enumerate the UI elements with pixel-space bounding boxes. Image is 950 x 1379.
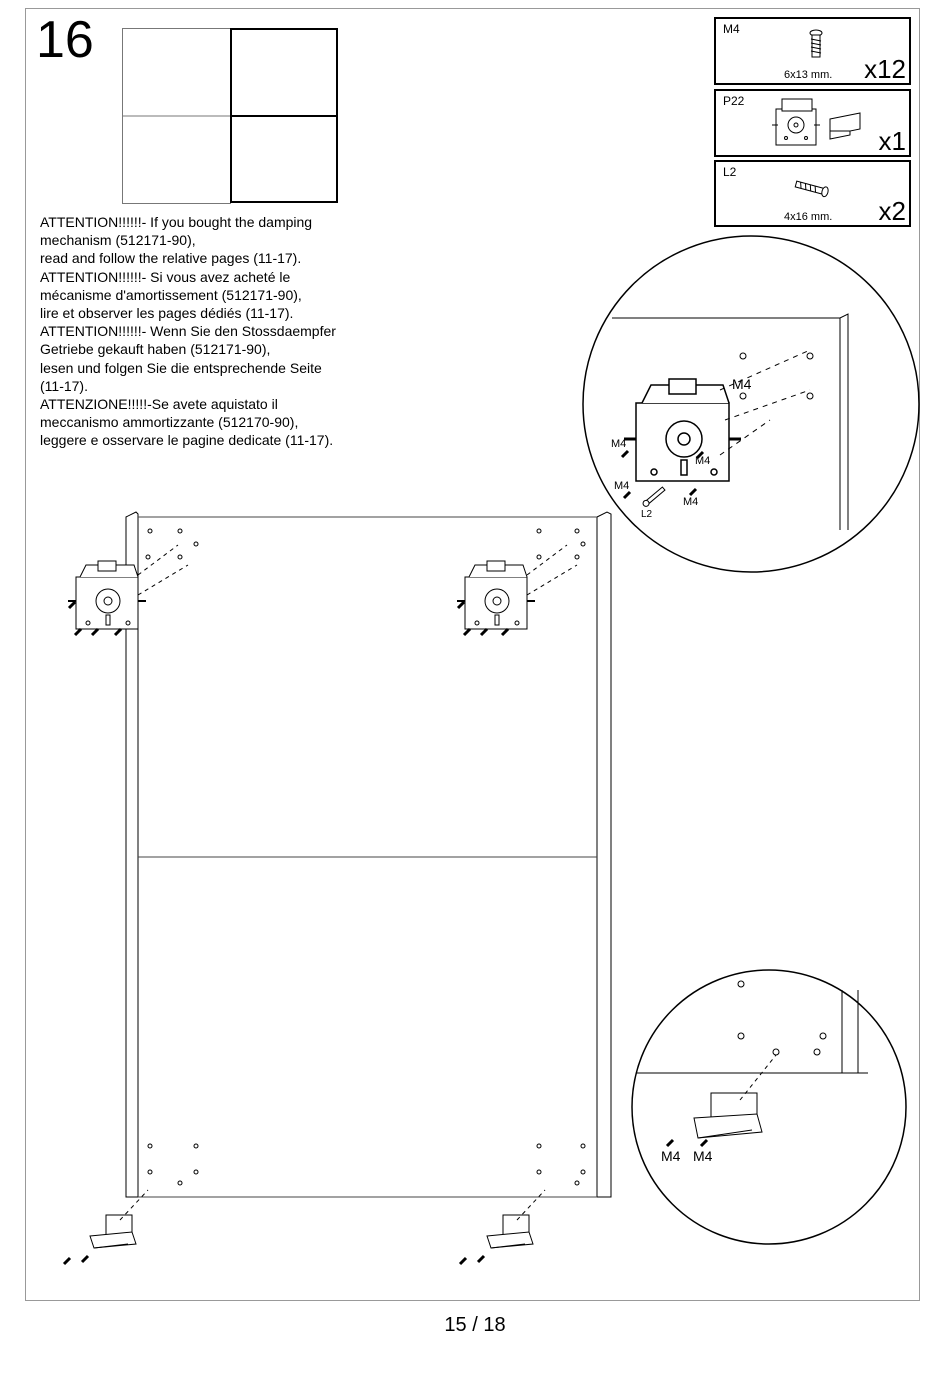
callout-l2: L2 bbox=[641, 509, 653, 520]
attention-line: lesen und folgen Sie die entsprechende Seite bbox=[40, 359, 322, 376]
callout-m4: M4 bbox=[661, 1148, 681, 1164]
attention-line: mechanism (512171-90), bbox=[40, 232, 196, 249]
attention-line: lire et observer les pages dédiés (11-17). bbox=[40, 305, 294, 322]
attention-line: Getriebe gekauft haben (512171-90), bbox=[40, 341, 271, 358]
lower-bracket-right bbox=[487, 1190, 545, 1248]
upper-holes bbox=[146, 529, 585, 559]
attention-line: (11-17). bbox=[40, 377, 88, 394]
page-number: 15 / 18 bbox=[444, 1314, 506, 1336]
callout-m4: M4 bbox=[693, 1148, 713, 1164]
attention-line: ATTENTION!!!!!!- Si vous avez acheté le bbox=[40, 268, 291, 285]
callout-m4: M4 bbox=[611, 438, 627, 450]
part-quantity: x12 bbox=[864, 54, 906, 84]
mechanism-right bbox=[457, 545, 577, 629]
part-quantity: x1 bbox=[878, 126, 906, 156]
lower-screws bbox=[64, 1256, 484, 1264]
attention-line: ATTENTION!!!!!!- Wenn Sie den Stossdaempfer bbox=[40, 323, 336, 340]
attention-line: read and follow the relative pages (11-17). bbox=[40, 250, 302, 267]
step-number: 16 bbox=[36, 11, 94, 69]
attention-line: meccanismo ammortizzante (512170-90), bbox=[40, 414, 299, 431]
callout-m4: M4 bbox=[732, 376, 752, 392]
part-code: M4 bbox=[723, 22, 740, 36]
part-code: L2 bbox=[723, 165, 737, 179]
attention-line: ATTENTION!!!!!!- If you bought the damping bbox=[40, 214, 313, 230]
attention-line: ATTENZIONE!!!!!-Se avete aquistato il bbox=[40, 396, 278, 413]
detail-circle-bottom bbox=[632, 970, 906, 1244]
attention-line: mécanisme d'amortissement (512171-90), bbox=[40, 286, 302, 303]
lower-bracket-left bbox=[90, 1190, 148, 1248]
lower-holes bbox=[148, 1144, 585, 1185]
part-quantity: x2 bbox=[878, 196, 906, 226]
part-dimension: 4x16 mm. bbox=[784, 211, 833, 223]
door-panel bbox=[126, 512, 611, 1197]
attention-line: leggere e osservare le pagine dedicate (11-17). bbox=[40, 432, 334, 449]
callout-m4: M4 bbox=[695, 455, 711, 467]
part-dimension: 6x13 mm. bbox=[784, 69, 833, 81]
callout-m4: M4 bbox=[683, 496, 699, 508]
part-code: P22 bbox=[723, 94, 745, 108]
detail-circle-top bbox=[583, 236, 919, 572]
callout-m4: M4 bbox=[614, 480, 630, 492]
